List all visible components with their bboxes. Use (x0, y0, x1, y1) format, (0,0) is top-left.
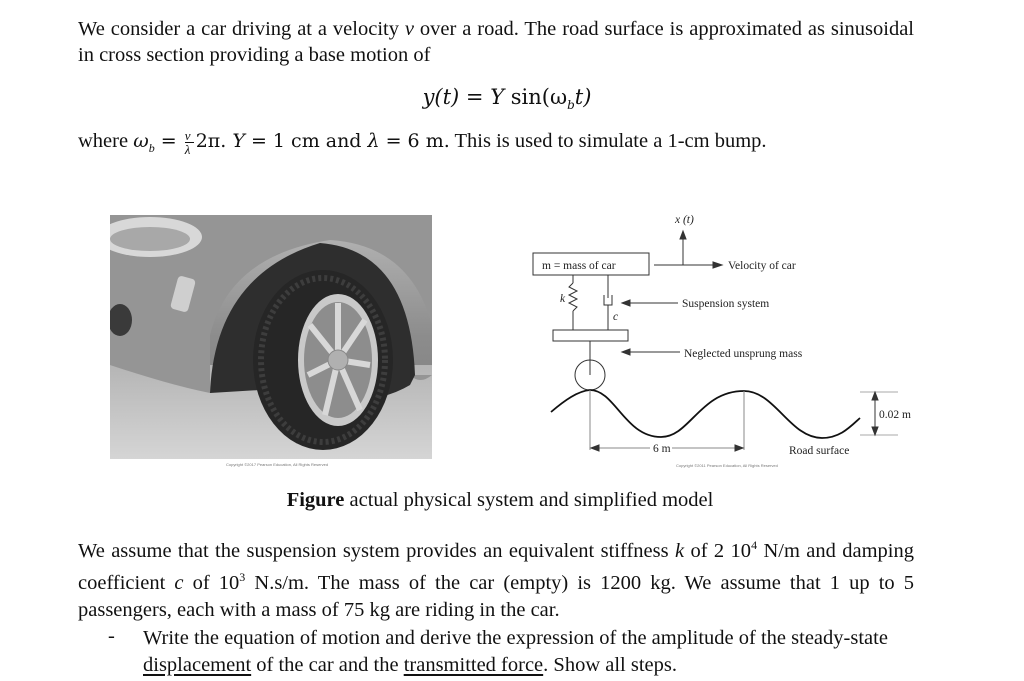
equation-subscript: b (567, 98, 575, 113)
lambda-symbol: λ (367, 130, 380, 152)
two-pi: 2π. (195, 130, 233, 152)
k-exponent: 4 (751, 538, 758, 552)
road-surface-label: Road surface (789, 445, 850, 457)
figure-caption (0, 489, 1000, 512)
suspension-label: Suspension system (682, 298, 770, 310)
equals-sign: = (154, 130, 183, 152)
amplitude-label: 0.02 m (879, 409, 911, 421)
where-word: where (78, 130, 134, 152)
assumption-text-3: N/m and damping coefficient (78, 539, 914, 595)
car-wheel-photo (110, 215, 432, 459)
suspension-model-svg (520, 205, 920, 485)
caption-text: actual physical system and simplified model (344, 489, 714, 511)
task-text-3: . Show all steps. (543, 654, 677, 676)
wavelength-label: 6 m (653, 443, 671, 455)
car-photo-illustration (110, 215, 432, 459)
intro-paragraph (78, 16, 914, 68)
intro-text-1: We consider a car driving at a velocity (78, 18, 405, 40)
velocity-label: Velocity of car (728, 260, 796, 272)
fraction-numerator: v (184, 127, 191, 143)
diagram-copyright: Copyright ©2011 Pearson Education, All Rights Reserved (676, 463, 778, 468)
task-text-1: Write the equation of motion and derive the expression of the amplitude of the steady-state (143, 627, 888, 649)
photo-copyright: Copyright ©2017 Pearson Education, All Rights Reserved (226, 462, 329, 467)
underlined-transmitted-force: transmitted force (403, 654, 544, 676)
quarter-car-diagram (520, 205, 920, 485)
mass-label: m = mass of car (542, 260, 616, 272)
Y-symbol: Y (232, 130, 245, 152)
task-text (143, 625, 915, 679)
assumptions-paragraph (78, 532, 914, 623)
assumption-text-2: of 2 10 (684, 539, 752, 562)
assumption-text-1: We assume that the suspension system provides an equivalent stiffness (78, 539, 675, 562)
velocity-variable: v (404, 18, 415, 40)
where-rest: This is used to simulate a 1-cm bump. (449, 130, 767, 152)
intro-text-2: over a road. The road surface is approximated as sinusoidal in cross section providing a base motion of (78, 18, 915, 66)
task-bullet: - (108, 625, 115, 647)
unsprung-mass-label: Neglected unsprung mass (684, 348, 803, 360)
lambda-value: = 6 m. (379, 130, 450, 152)
damping-c-label: c (613, 311, 619, 323)
where-line (78, 128, 914, 161)
c-symbol: c (174, 572, 184, 595)
equation-lhs: y(t) = (422, 85, 491, 109)
Y-value: = 1 cm and (244, 130, 368, 152)
omega-symbol: ω (133, 130, 149, 152)
assumption-text-5: N.s/m. The mass of the car (empty) is 1200 kg. We assume that 1 up to 5 passengers, each with a mass of 75 kg are riding in the car. (78, 572, 915, 621)
equation-amplitude: Y (490, 85, 505, 109)
x-t-label: x (t) (675, 214, 694, 226)
k-symbol: k (674, 539, 685, 562)
caption-label: Figure (286, 489, 345, 511)
v-over-lambda-fraction (184, 127, 194, 157)
fraction-denominator: λ (184, 141, 191, 157)
equation-tail: t) (574, 85, 592, 109)
base-motion-equation (0, 85, 1024, 112)
assumption-text-4: of 10 (183, 572, 240, 595)
task-text-2: of the car and the (251, 654, 404, 676)
c-exponent: 3 (239, 570, 246, 585)
equation-sin: sin(ω (504, 85, 568, 109)
stiffness-k-label: k (560, 293, 566, 305)
underlined-displacement: displacement (143, 654, 252, 676)
omega-subscript: b (148, 141, 155, 156)
